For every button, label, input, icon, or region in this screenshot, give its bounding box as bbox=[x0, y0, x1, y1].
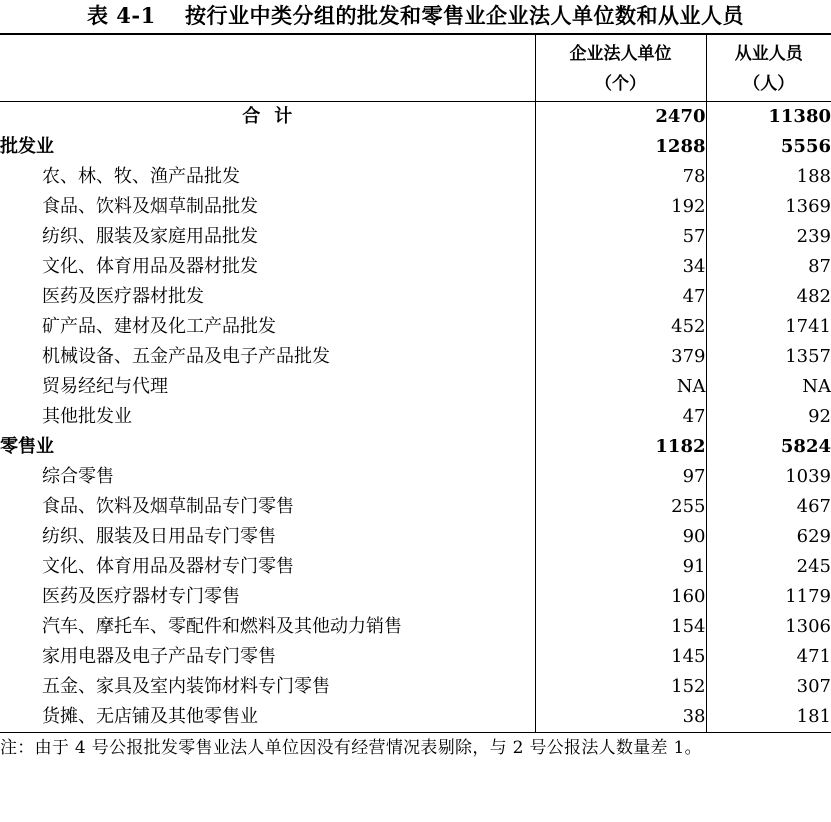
row-label: 五金、家具及室内装饰材料专门零售 bbox=[0, 672, 535, 702]
table-header bbox=[0, 34, 831, 102]
total-row bbox=[0, 102, 831, 133]
row-units: 47 bbox=[535, 402, 706, 432]
row-units: 34 bbox=[535, 252, 706, 282]
section-employees: 5824 bbox=[780, 436, 831, 457]
table-row bbox=[0, 342, 831, 372]
row-label: 汽车、摩托车、零配件和燃料及其他动力销售 bbox=[0, 612, 535, 642]
row-units: NA bbox=[535, 372, 706, 402]
row-units: 154 bbox=[535, 612, 706, 642]
table-row bbox=[0, 402, 831, 432]
table-row bbox=[0, 522, 831, 552]
row-employees: 1306 bbox=[785, 616, 831, 637]
row-employees: 1741 bbox=[785, 316, 831, 337]
row-employees: 471 bbox=[796, 646, 831, 667]
row-employees: 92 bbox=[808, 406, 831, 427]
total-label: 合计 bbox=[0, 102, 535, 133]
row-label: 食品、饮料及烟草制品批发 bbox=[0, 192, 535, 222]
row-label: 食品、饮料及烟草制品专门零售 bbox=[0, 492, 535, 522]
total-units: 2470 bbox=[535, 102, 706, 133]
table-row bbox=[0, 192, 831, 222]
header-label-cell-2 bbox=[0, 69, 535, 102]
row-employees: 467 bbox=[796, 496, 831, 517]
row-label: 机械设备、五金产品及电子产品批发 bbox=[0, 342, 535, 372]
row-units: 38 bbox=[535, 702, 706, 733]
total-employees: 11380 bbox=[768, 106, 831, 127]
row-employees: 1369 bbox=[785, 196, 831, 217]
section-units: 1182 bbox=[535, 432, 706, 462]
table-row bbox=[0, 282, 831, 312]
row-units: 47 bbox=[535, 282, 706, 312]
row-employees: 482 bbox=[796, 286, 831, 307]
header-label-cell bbox=[0, 34, 535, 69]
header-employees-line2: （人） bbox=[706, 69, 831, 102]
row-label: 农、林、牧、渔产品批发 bbox=[0, 162, 535, 192]
row-units: 192 bbox=[535, 192, 706, 222]
row-units: 97 bbox=[535, 462, 706, 492]
data-table bbox=[0, 33, 831, 733]
table-row bbox=[0, 372, 831, 402]
row-units: 255 bbox=[535, 492, 706, 522]
row-units: 90 bbox=[535, 522, 706, 552]
section-label: 零售业 bbox=[0, 432, 535, 462]
row-label: 文化、体育用品及器材批发 bbox=[0, 252, 535, 282]
table-row bbox=[0, 162, 831, 192]
row-units: 57 bbox=[535, 222, 706, 252]
table-row bbox=[0, 702, 831, 733]
row-label: 综合零售 bbox=[0, 462, 535, 492]
section-row bbox=[0, 132, 831, 162]
section-units: 1288 bbox=[535, 132, 706, 162]
row-units: 91 bbox=[535, 552, 706, 582]
table-title: 表 4-1 按行业中类分组的批发和零售业企业法人单位数和从业人员 bbox=[86, 3, 745, 28]
row-units: 452 bbox=[535, 312, 706, 342]
table-row bbox=[0, 672, 831, 702]
table-row bbox=[0, 492, 831, 522]
row-units: 160 bbox=[535, 582, 706, 612]
row-employees: 245 bbox=[796, 556, 831, 577]
row-label: 纺织、服装及日用品专门零售 bbox=[0, 522, 535, 552]
row-employees: NA bbox=[802, 376, 831, 397]
row-units: 78 bbox=[535, 162, 706, 192]
table-row bbox=[0, 312, 831, 342]
data-table-container bbox=[0, 33, 831, 733]
row-label: 纺织、服装及家庭用品批发 bbox=[0, 222, 535, 252]
row-employees: 181 bbox=[706, 702, 831, 733]
header-units-line1: 企业法人单位 bbox=[535, 34, 706, 69]
row-employees: 1039 bbox=[785, 466, 831, 487]
row-units: 379 bbox=[535, 342, 706, 372]
table-row bbox=[0, 222, 831, 252]
row-employees: 307 bbox=[796, 676, 831, 697]
row-employees: 1179 bbox=[785, 586, 831, 607]
table-row bbox=[0, 552, 831, 582]
row-label: 医药及医疗器材批发 bbox=[0, 282, 535, 312]
row-units: 145 bbox=[535, 642, 706, 672]
row-label: 货摊、无店铺及其他零售业 bbox=[0, 702, 535, 733]
row-employees: 87 bbox=[808, 256, 831, 277]
table-row bbox=[0, 612, 831, 642]
table-row bbox=[0, 642, 831, 672]
table-row bbox=[0, 582, 831, 612]
header-employees-line1: 从业人员 bbox=[706, 34, 831, 69]
section-row bbox=[0, 432, 831, 462]
table-body bbox=[0, 102, 831, 733]
row-employees: 239 bbox=[796, 226, 831, 247]
row-units: 152 bbox=[535, 672, 706, 702]
row-employees: 188 bbox=[796, 166, 831, 187]
table-row bbox=[0, 462, 831, 492]
table-row bbox=[0, 252, 831, 282]
row-employees: 629 bbox=[796, 526, 831, 547]
row-employees: 1357 bbox=[785, 346, 831, 367]
row-label: 家用电器及电子产品专门零售 bbox=[0, 642, 535, 672]
row-label: 医药及医疗器材专门零售 bbox=[0, 582, 535, 612]
header-units-line2: （个） bbox=[535, 69, 706, 102]
section-employees: 5556 bbox=[780, 136, 831, 157]
section-label: 批发业 bbox=[0, 132, 535, 162]
footnote: 注：由于 4 号公报批发零售业法人单位因没有经营情况表剔除，与 2 号公报法人数量差 1。 bbox=[0, 738, 702, 758]
row-label: 文化、体育用品及器材专门零售 bbox=[0, 552, 535, 582]
row-label: 贸易经纪与代理 bbox=[0, 372, 535, 402]
row-label: 其他批发业 bbox=[0, 402, 535, 432]
row-label: 矿产品、建材及化工产品批发 bbox=[0, 312, 535, 342]
